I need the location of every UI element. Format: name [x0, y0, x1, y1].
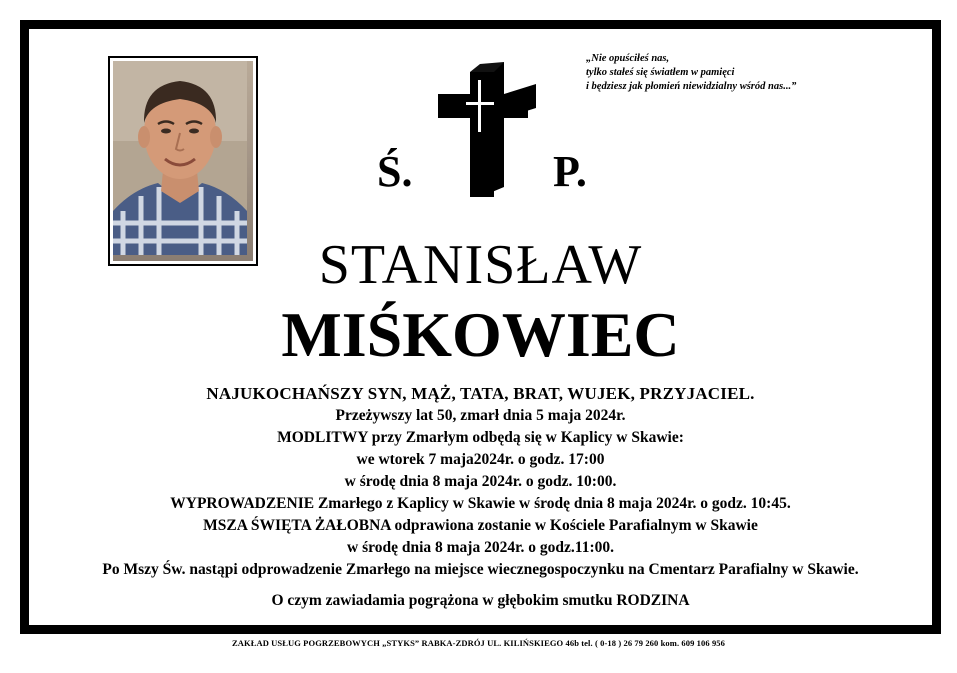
sp-right-initial: P. — [553, 147, 587, 196]
closing-line: O czym zawiadamia pogrążona w głębokim smutku RODZINA — [271, 592, 690, 609]
memorial-quote — [586, 52, 796, 94]
deceased-last-name: MIŚKOWIEC — [281, 299, 680, 370]
sp-left-initial: Ś. — [377, 147, 413, 196]
quote-line: „Nie opuściłeś nas, — [586, 53, 670, 64]
portrait-illustration — [113, 61, 247, 255]
prayers-date-line: we wtorek 7 maja2024r. o godz. 17:00 — [356, 451, 605, 468]
obituary-frame — [20, 20, 941, 634]
portrait-image — [113, 61, 253, 261]
quote-line: i będziesz jak płomień niewidzialny wśród nas...” — [586, 81, 797, 92]
funeral-home-footer: ZAKŁAD USŁUG POGRZEBOWYCH „STYKS” RABKA-ZDRÓJ UL. KILIŃSKIEGO 46b tel. ( 0-18 ) 26 79 260 kom. 609 106 956 — [231, 638, 726, 648]
spacer — [29, 581, 932, 590]
burial-line: Po Mszy Św. nastąpi odprowadzenie Zmarłego na miejsce wiecznegospoczynku na Cmentarz Parafialny w Skawie. — [102, 561, 859, 578]
prayers-line: MODLITWY przy Zmarłym odbędą się w Kaplicy w Skawie: — [277, 429, 684, 446]
obituary-body — [29, 383, 932, 612]
mass-date-line: w środę dnia 8 maja 2024r. o godz.11:00. — [347, 539, 614, 556]
age-death-line: Przeżywszy lat 50, zmarł dnia 5 maja 2024r. — [335, 407, 626, 424]
mass-line: MSZA ŚWIĘTA ŻAŁOBNA odprawiona zostanie w Kościele Parafialnym w Skawie — [203, 517, 758, 534]
deceased-first-name: STANISŁAW — [318, 234, 643, 296]
procession-line: WYPROWADZENIE Zmarłego z Kaplicy w Skawie w środę dnia 8 maja 2024r. o godz. 10:45. — [170, 495, 791, 512]
relations-line: NAJUKOCHAŃSZY SYN, MĄŻ, TATA, BRAT, WUJEK, PRZYJACIEL. — [206, 384, 755, 403]
cross-icon — [432, 62, 548, 197]
quote-line: tylko stałeś się światłem w pamięci — [586, 67, 735, 78]
prayers-date-line: w środę dnia 8 maja 2024r. o godz. 10:00. — [344, 473, 617, 490]
